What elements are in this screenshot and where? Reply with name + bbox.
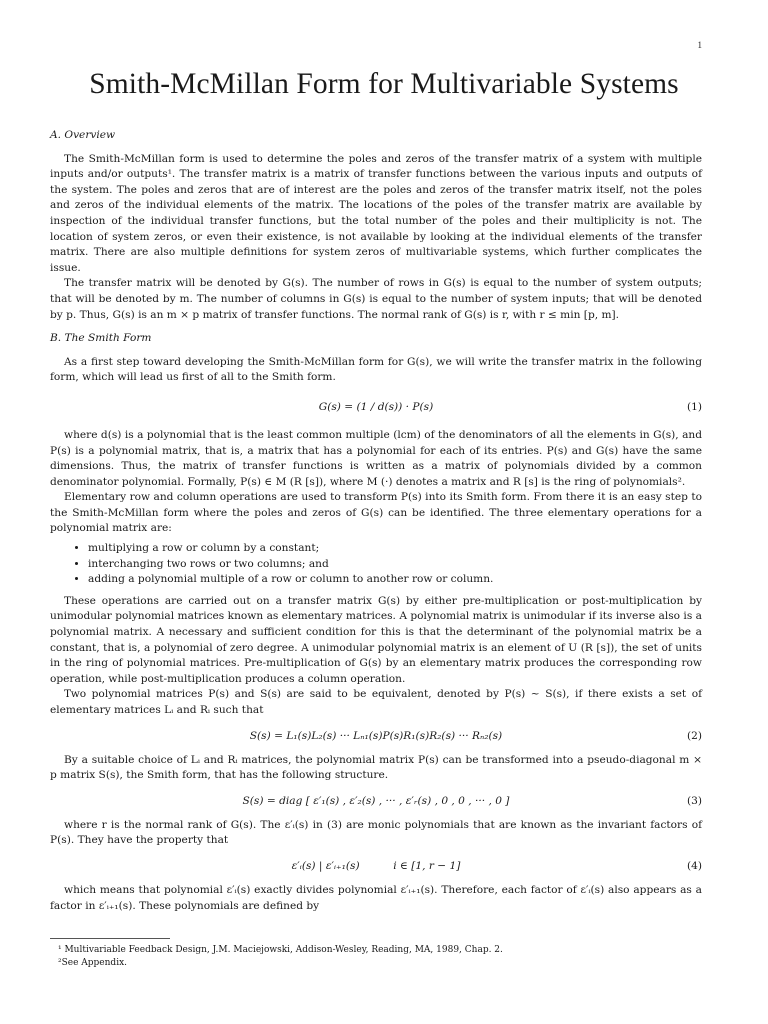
body-text	[50, 128, 702, 914]
list-item: • interchanging two rows or two columns; and	[88, 557, 702, 573]
footnote-rule	[50, 938, 170, 939]
list-item: • adding a polynomial multiple of a row or column to another row or column.	[88, 572, 702, 588]
equation-text: S(s) = diag [ ε′₁(s) , ε′₂(s) , ··· , ε′ᵣ(s) , 0 , 0 , ··· , 0 ]	[242, 794, 510, 807]
paragraph: which means that polynomial ε′ᵢ(s) exactly divides polynomial ε′ᵢ₊₁(s). Therefore, each factor of ε′ᵢ(s) also appears as a factor in ε′ᵢ₊₁(s). These polynomials are defined by	[50, 883, 702, 912]
list-item: • multiplying a row or column by a constant;	[88, 541, 702, 557]
equation-text: G(s) = (1 / d(s)) · P(s)	[318, 400, 434, 413]
equation-4	[50, 855, 702, 877]
paragraph: Two polynomial matrices P(s) and S(s) are said to be equivalent, denoted by P(s) ~ S(s), if there exists a set of elementary matrices Lᵢ and Rᵢ such that	[50, 688, 702, 716]
section-heading-smith-form: B. The Smith Form	[50, 332, 152, 345]
section-heading-overview: A. Overview	[50, 129, 116, 141]
paragraph: where d(s) is a polynomial that is the least common multiple (lcm) of the denominators of all the elements in G(s), and P(s) is a polynomial matrix, that is, a matrix that has a polynomial for each of its entries. P(s) and G(s) have the same dimensions. Thus, the matrix of transfer functions is written as a matrix of polynomials divided by a common denominator polynomial. Formally, P(s) ∈ M (R [s]), where M (·) denotes a matrix and R [s] is the ring of polynomials².	[50, 428, 702, 488]
equation-text: ε′ᵢ(s) | ε′ᵢ₊₁(s) i ∈ [1, r − 1]	[291, 859, 461, 872]
paragraph: where r is the normal rank of G(s). The ε′ᵢ(s) in (3) are monic polynomials that are known as the invariant factors of P(s). They have the property that	[50, 818, 702, 847]
equation-number: (3)	[686, 794, 702, 807]
paragraph: These operations are carried out on a transfer matrix G(s) by either pre-multiplication or post-multiplication by unimodular polynomial matrices known as elementary matrices. A polynomial matrix is unimodular if its inverse also is a polynomial matrix. A necessary and sufficient condition for this is that the determinant of the polynomial matrix be a constant, that is, a polynomial of zero degree. A unimodular polynomial matrix is an element of U (R [s]), the set of units in the ring of polynomial matrices. Pre-multiplication of G(s) by an elementary matrix produces the corresponding row operation, while post-multiplication produces a column operation.	[50, 594, 702, 685]
equation-number: (2)	[686, 729, 702, 742]
equation-1	[50, 392, 702, 422]
equation-3	[50, 790, 702, 812]
equation-number: (1)	[686, 400, 702, 413]
equation-2	[50, 725, 702, 747]
footnote-2: ²See Appendix.	[58, 958, 128, 968]
operations-list	[50, 541, 702, 588]
page-number: 1	[697, 40, 702, 50]
paragraph: The transfer matrix will be denoted by G(s). The number of rows in G(s) is equal to the number of system outputs; that will be denoted by m. The number of columns in G(s) is equal to the number of system inputs; that will be denoted by p. Thus, G(s) is an m × p matrix of transfer functions. The normal rank of G(s) is r, with r ≤ min [p, m].	[50, 277, 702, 321]
paragraph: The Smith-McMillan form is used to determine the poles and zeros of the transfer matrix of a system with multiple inputs and/or outputs¹. The transfer matrix is a matrix of transfer functions between the various inputs and outputs of the system. The poles and zeros that are of interest are the poles and zeros of the transfer matrix itself, not the poles and zeros of the individual elements of the matrix. The locations of the poles of the transfer matrix are available by inspection of the individual transfer functions, but the total number of the poles and their multiplicity is not. The location of system zeros, or even their existence, is not available by looking at the individual elements of the transfer matrix. There are also multiple definitions for system zeros of multivariable systems, which further complicates the issue.	[50, 152, 702, 274]
equation-number: (4)	[686, 859, 702, 872]
paragraph: By a suitable choice of Lᵢ and Rᵢ matrices, the polynomial matrix P(s) can be transformed into a pseudo-diagonal m × p matrix S(s), the Smith form, that has the following structure.	[50, 753, 702, 782]
paragraph: Elementary row and column operations are used to transform P(s) into its Smith form. From there it is an easy step to the Smith-McMillan form where the poles and zeros of G(s) can be identified. The three elementary operations for a polynomial matrix are:	[50, 491, 702, 535]
footnote-1: ¹ Multivariable Feedback Design, J.M. Maciejowski, Addison-Wesley, Reading, MA, 1989, Chap. 2.	[58, 945, 503, 955]
footnotes	[58, 944, 698, 970]
page-title: Smith-McMillan Form for Multivariable Systems	[89, 68, 679, 100]
paragraph: As a first step toward developing the Smith-McMillan form for G(s), we will write the transfer matrix in the following form, which will lead us first of all to the Smith form.	[50, 355, 702, 384]
equation-text: S(s) = L₁(s)L₂(s) ··· Lₙ₁(s)P(s)R₁(s)R₂(s) ··· Rₙ₂(s)	[249, 729, 503, 742]
